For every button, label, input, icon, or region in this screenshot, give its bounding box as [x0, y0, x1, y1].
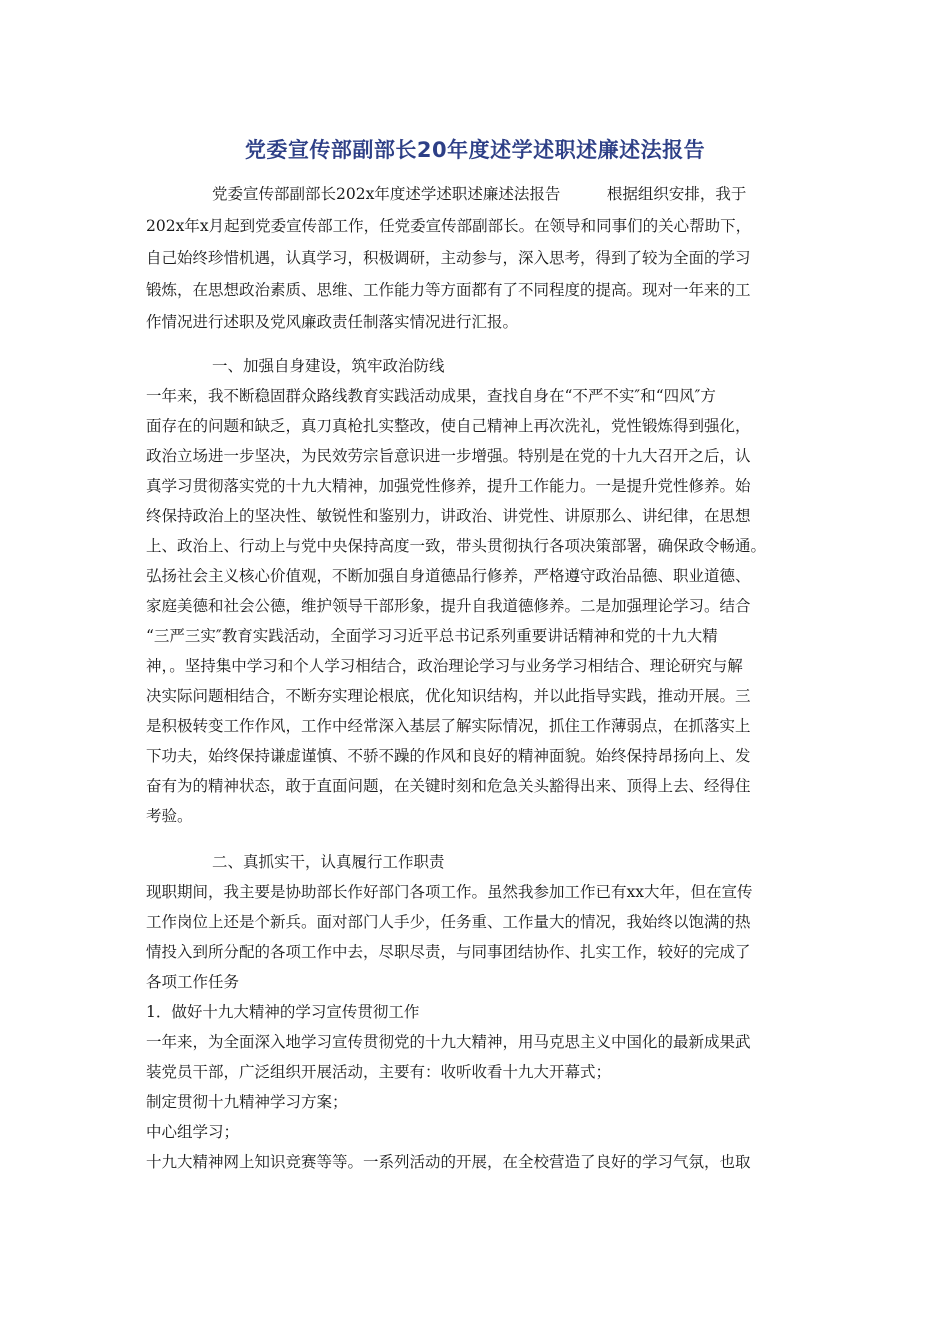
paragraph-line: 决实际问题相结合，不断夯实理论根底，优化知识结构，并以此指导实践，推动开展。三: [146, 687, 751, 705]
paragraph-line: 各项工作任务: [146, 973, 240, 991]
paragraph-line: 工作岗位上还是个新兵。面对部门人手少，任务重、工作量大的情况，我始终以饱满的热: [146, 913, 751, 931]
paragraph-line: 中心组学习；: [146, 1123, 240, 1141]
paragraph-line: 政治立场进一步坚决，为民效劳宗旨意识进一步增强。特别是在党的十九大召开之后，认: [146, 447, 751, 465]
paragraph-line: 现职期间，我主要是协助部长作好部门各项工作。虽然我参加工作已有xx大年，但在宣传: [146, 883, 753, 901]
subsection-heading: 1．做好十九大精神的学习宣传贯彻工作: [146, 1003, 420, 1021]
paragraph-line: 上、政治上、行动上与党中央保持高度一致，带头贯彻执行各项决策部署，确保政令畅通。: [146, 537, 767, 555]
paragraph-line: 神，。坚持集中学习和个人学习相结合，政治理论学习与业务学习相结合、理论研究与解: [146, 657, 743, 675]
paragraph-line: 奋有为的精神状态，敢于直面问题，在关键时刻和危急关头豁得出来、顶得上去、经得住: [146, 777, 751, 795]
paragraph-line: “三严三实″教育实践活动，全面学习习近平总书记系列重要讲话精神和党的十九大精: [146, 627, 718, 645]
paragraph-line: 202x年x月起到党委宣传部工作，任党委宣传部副部长。在领导和同事们的关心帮助下，: [146, 217, 752, 235]
paragraph-line: 十九大精神网上知识竞赛等等。一系列活动的开展，在全校营造了良好的学习气氛，也取: [146, 1153, 751, 1171]
paragraph-line: 作情况进行述职及党风廉政责任制落实情况进行汇报。: [146, 313, 519, 331]
paragraph-line: 党委宣传部副部长202x年度述学述职述廉述法报告 根据组织安排，我于: [212, 185, 747, 203]
paragraph-line: 锻炼，在思想政治素质、思维、工作能力等方面都有了不同程度的提高。现对一年来的工: [146, 281, 751, 299]
paragraph-line: 弘扬社会主义核心价值观，不断加强自身道德品行修养，严格遵守政治品德、职业道德、: [146, 567, 751, 585]
paragraph-line: 自己始终珍惜机遇，认真学习，积极调研，主动参与，深入思考，得到了较为全面的学习: [146, 249, 751, 267]
paragraph-line: 一年来，我不断稳固群众路线教育实践活动成果，查找自身在“不严不实″和“四风″方: [146, 387, 716, 405]
paragraph-line: 是积极转变工作作风，工作中经常深入基层了解实际情况，抓住工作薄弱点，在抓落实上: [146, 717, 751, 735]
section-heading-1: 一、加强自身建设，筑牢政治防线: [212, 357, 445, 375]
paragraph-line: 装党员干部，广泛组织开展活动，主要有：收听收看十九大开幕式；: [146, 1063, 612, 1081]
document-title: 党委宣传部副部长20年度述学述职述廉述法报告: [244, 138, 706, 162]
paragraph-line: 下功夫，始终保持谦虚谨慎、不骄不躁的作风和良好的精神面貌。始终保持昂扬向上、发: [146, 747, 751, 765]
paragraph-line: 一年来，为全面深入地学习宣传贯彻党的十九大精神，用马克思主义中国化的最新成果武: [146, 1033, 751, 1051]
paragraph-line: 考验。: [146, 807, 193, 825]
section-heading-2: 二、真抓实干，认真履行工作职责: [212, 853, 445, 871]
paragraph-line: 终保持政治上的坚决性、敏锐性和鉴别力，讲政治、讲党性、讲原那么、讲纪律，在思想: [146, 507, 751, 525]
paragraph-line: 真学习贯彻落实党的十九大精神，加强党性修养，提升工作能力。一是提升党性修养。始: [146, 477, 751, 495]
paragraph-line: 情投入到所分配的各项工作中去，尽职尽责，与同事团结协作、扎实工作，较好的完成了: [146, 943, 751, 961]
paragraph-line: 制定贯彻十九精神学习方案；: [146, 1093, 348, 1111]
paragraph-line: 面存在的问题和缺乏，真刀真枪扎实整改，使自己精神上再次洗礼，党性锻炼得到强化，: [146, 417, 751, 435]
paragraph-line: 家庭美德和社会公德，维护领导干部形象，提升自我道德修养。二是加强理论学习。结合: [146, 597, 751, 615]
